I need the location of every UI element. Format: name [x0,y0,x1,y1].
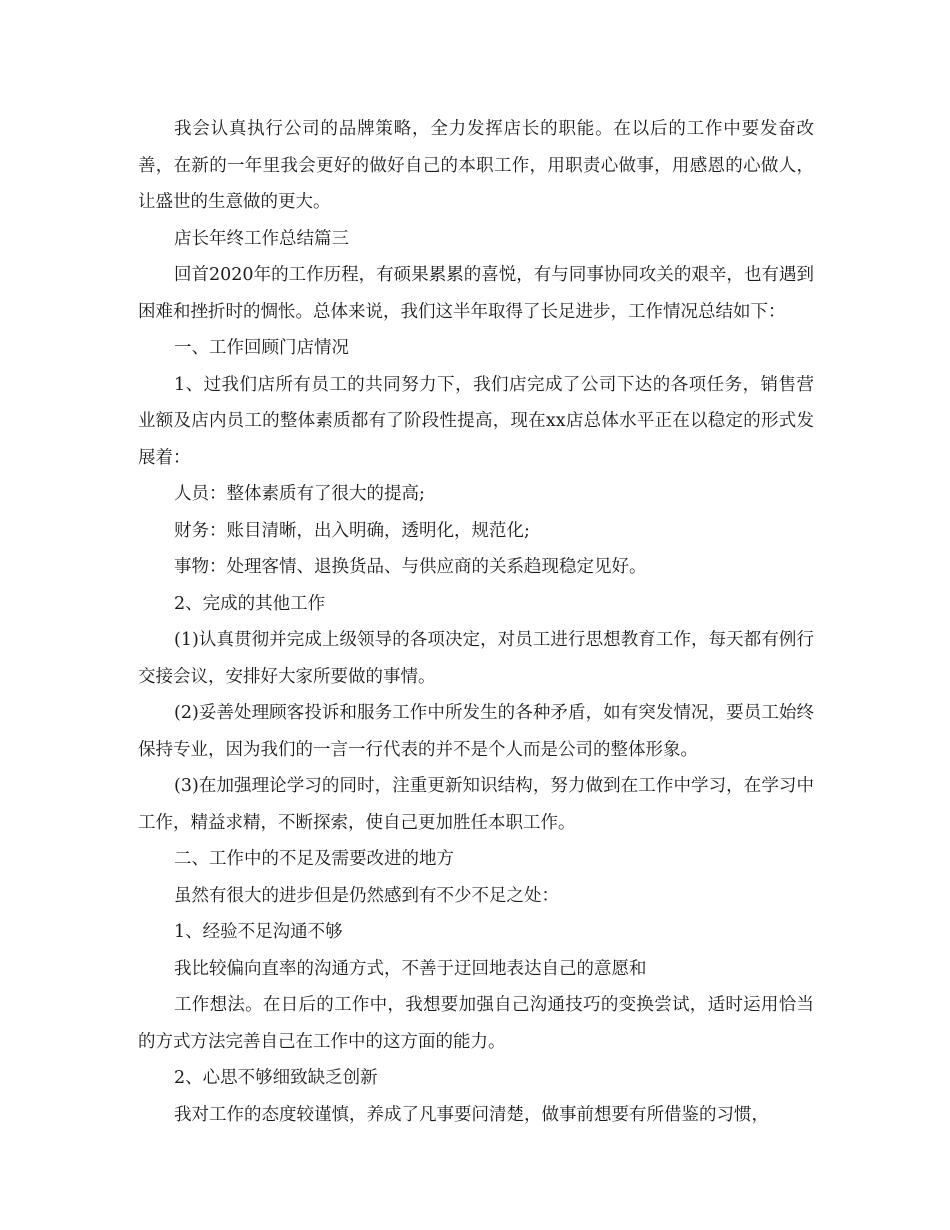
heading-work-review: 一、工作回顾门店情况 [174,338,349,358]
paragraph-intro: 回首2020年的工作历程，有硕果累累的喜悦，有与同事协同攻关的艰辛，也有遇到困难和挫折时的惆怅。总体来说，我们这半年取得了长足进步，工作情况总结如下： [138,265,814,322]
document-body [138,111,814,1133]
paragraph-communication-1: 我比较偏向直率的沟通方式，不善于迂回地表达自己的意愿和 [174,958,647,979]
section-title: 店长年终工作总结篇三 [174,228,349,249]
paragraph-closing-commitment: 我会认真执行公司的品牌策略，全力发挥店长的职能。在以后的工作中要发奋改善，在新的一年里我会更好的做好自己的本职工作，用职责心做事，用感恩的心做人，让盛世的生意做的更大。 [138,119,814,212]
paragraph-item-1: (1)认真贯彻并完成上级领导的各项决定，对员工进行思想教育工作，每天都有例行交接会议，安排好大家所要做的事情。 [138,630,814,687]
heading-shortcomings: 二、工作中的不足及需要改进的地方 [174,849,454,869]
heading-innovation: 2、心思不够细致缺乏创新 [174,1068,378,1088]
paragraph-communication-2: 工作想法。在日后的工作中，我想要加强自己沟通技巧的变换尝试，适时运用恰当的方式方法完善自己在工作中的这方面的能力。 [138,995,814,1052]
paragraph-finance: 财务：账目清晰，出入明确，透明化，规范化; [174,520,530,541]
paragraph-store-status: 1、过我们店所有员工的共同努力下，我们店完成了公司下达的各项任务，销售营业额及店内员工的整体素质都有了阶段性提高，现在xx店总体水平正在以稳定的形式发展着： [138,374,814,468]
paragraph-item-2: (2)妥善处理顾客投诉和服务工作中所发生的各种矛盾，如有突发情况，要员工始终保持专业，因为我们的一言一行代表的并不是个人而是公司的整体形象。 [138,703,814,760]
paragraph-personnel: 人员：整体素质有了很大的提高; [174,484,425,504]
heading-other-work: 2、完成的其他工作 [174,593,326,614]
paragraph-shortcomings-intro: 虽然有很大的进步但是仍然感到有不少不足之处： [174,885,559,906]
paragraph-item-3: (3)在加强理论学习的同时，注重更新知识结构，努力做到在工作中学习，在学习中工作，精益求精，不断探索，使自己更加胜任本职工作。 [138,776,814,833]
paragraph-innovation: 我对工作的态度较谨慎，养成了凡事要问清楚，做事前想要有所借鉴的习惯， [174,1104,769,1125]
heading-communication: 1、经验不足沟通不够 [174,922,343,942]
paragraph-affairs: 事物：处理客情、退换货品、与供应商的关系趋现稳定见好。 [174,557,647,577]
